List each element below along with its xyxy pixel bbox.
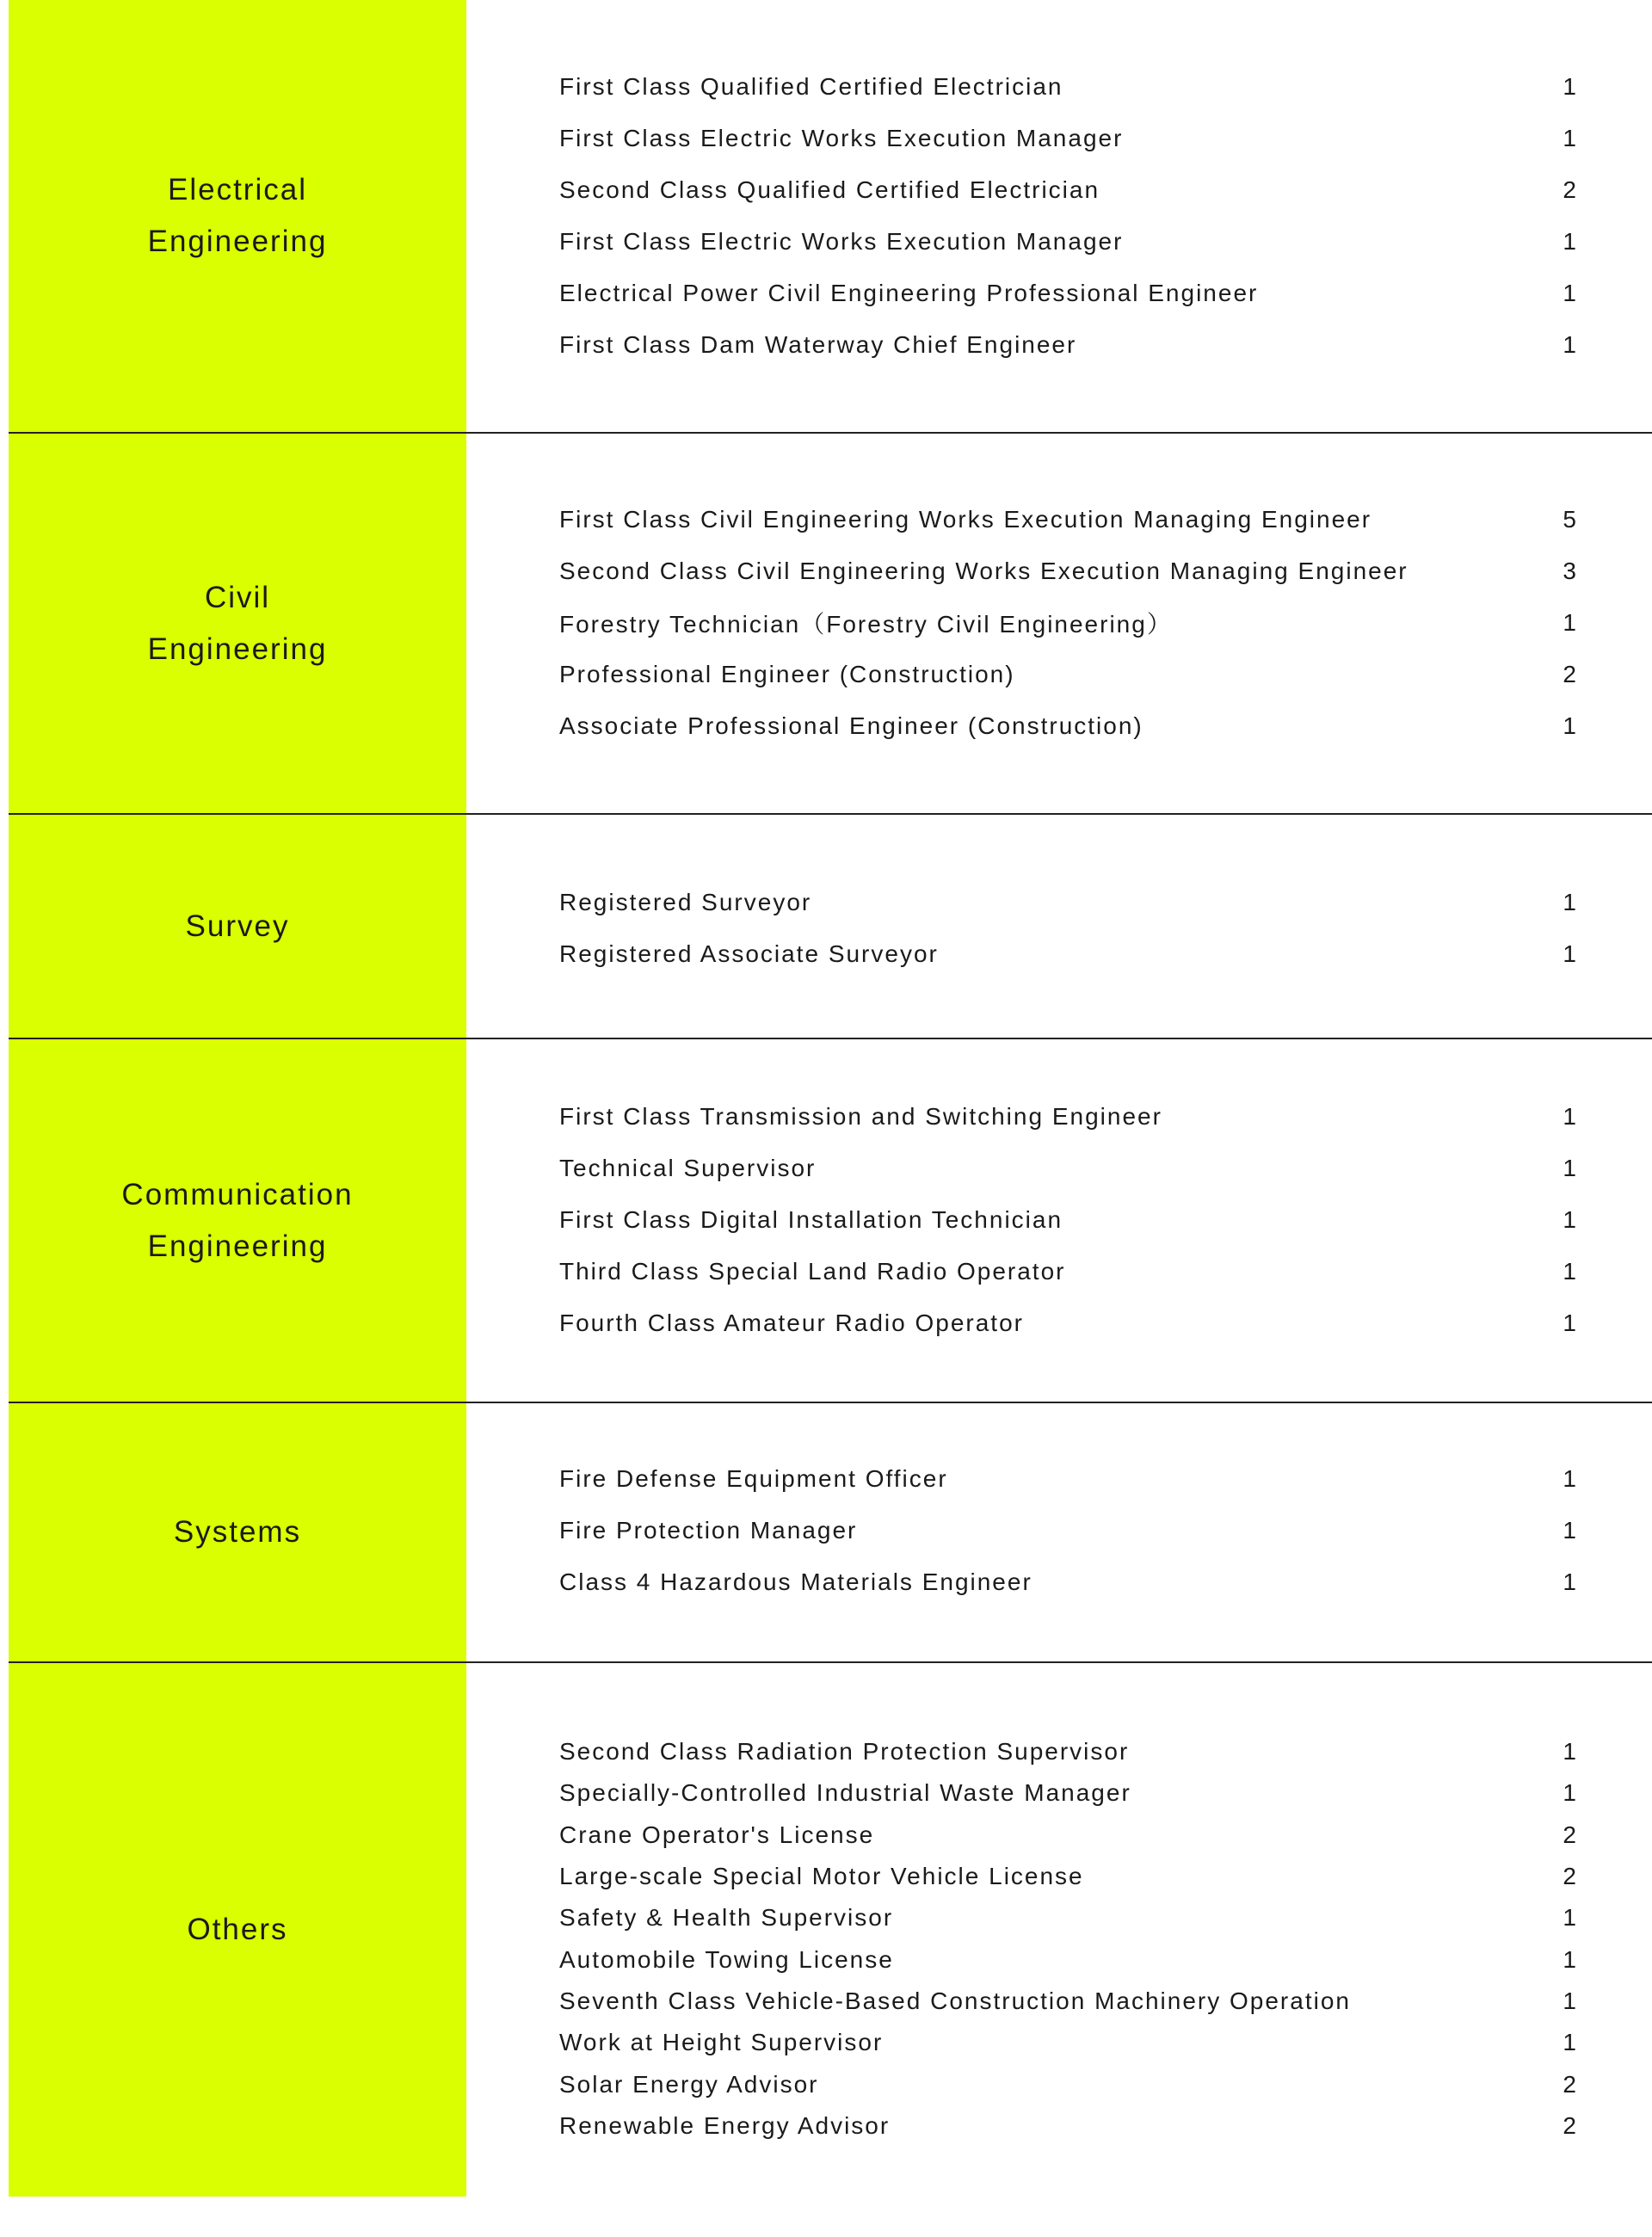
section-civil-engineering bbox=[9, 432, 1652, 813]
item-name: Seventh Class Vehicle-Based Construction Machinery Operation bbox=[559, 1987, 1351, 2014]
item-name: Third Class Special Land Radio Operator bbox=[559, 1258, 1066, 1285]
list-item bbox=[559, 1938, 1578, 1980]
item-count: 2 bbox=[1563, 176, 1578, 203]
list-item bbox=[559, 649, 1578, 700]
list-item bbox=[559, 268, 1578, 319]
item-name: Fire Protection Manager bbox=[559, 1517, 858, 1544]
item-count: 1 bbox=[1563, 712, 1578, 739]
category-cell bbox=[9, 1039, 466, 1402]
list-item bbox=[559, 1143, 1578, 1194]
item-count: 1 bbox=[1563, 1517, 1578, 1544]
list-item bbox=[559, 1856, 1578, 1897]
items-list bbox=[466, 1403, 1652, 1661]
list-item bbox=[559, 1815, 1578, 1856]
list-item bbox=[559, 700, 1578, 752]
item-count: 2 bbox=[1563, 2070, 1578, 2098]
item-count: 2 bbox=[1563, 1821, 1578, 1848]
items-list bbox=[466, 0, 1652, 432]
category-label: Survey bbox=[185, 909, 290, 943]
item-name: Safety & Health Supervisor bbox=[559, 1904, 894, 1932]
item-name: Crane Operator's License bbox=[559, 1821, 875, 1848]
item-name: Technical Supervisor bbox=[559, 1155, 817, 1181]
items-list bbox=[466, 1039, 1652, 1402]
category-label: Others bbox=[187, 1913, 288, 1946]
category-cell bbox=[9, 815, 466, 1038]
list-item bbox=[559, 877, 1578, 928]
items-list bbox=[466, 434, 1652, 813]
item-count: 2 bbox=[1563, 1863, 1578, 1890]
section-communication-engineering bbox=[9, 1038, 1652, 1402]
item-name: Work at Height Supervisor bbox=[559, 2029, 884, 2056]
item-name: Second Class Civil Engineering Works Execution Managing Engineer bbox=[559, 558, 1409, 584]
item-name: First Class Qualified Certified Electrician bbox=[559, 73, 1063, 100]
item-count: 1 bbox=[1563, 1465, 1578, 1492]
list-item bbox=[559, 216, 1578, 268]
item-count: 1 bbox=[1563, 1779, 1578, 1807]
item-count: 1 bbox=[1563, 73, 1578, 100]
category-label: Systems bbox=[173, 1515, 302, 1549]
item-name: Fire Defense Equipment Officer bbox=[559, 1465, 948, 1492]
item-count: 1 bbox=[1563, 1568, 1578, 1595]
item-count: 1 bbox=[1563, 1155, 1578, 1181]
item-name: First Class Digital Installation Technician bbox=[559, 1206, 1063, 1233]
item-count: 1 bbox=[1563, 228, 1578, 255]
item-count: 1 bbox=[1563, 331, 1578, 358]
section-systems bbox=[9, 1402, 1652, 1661]
item-name: Registered Associate Surveyor bbox=[559, 940, 939, 967]
qualifications-table bbox=[9, 0, 1652, 2197]
item-name: First Class Civil Engineering Works Execution Managing Engineer bbox=[559, 506, 1372, 533]
item-name: First Class Electric Works Execution Manager bbox=[559, 228, 1124, 255]
list-item bbox=[559, 1297, 1578, 1349]
item-name: Fourth Class Amateur Radio Operator bbox=[559, 1310, 1024, 1336]
item-name: Second Class Qualified Certified Electrician bbox=[559, 176, 1100, 203]
item-count: 1 bbox=[1563, 1987, 1578, 2014]
item-count: 1 bbox=[1563, 1103, 1578, 1130]
item-name: Renewable Energy Advisor bbox=[559, 2111, 891, 2139]
item-name: Registered Surveyor bbox=[559, 889, 812, 915]
item-count: 2 bbox=[1563, 2111, 1578, 2139]
list-item bbox=[559, 1091, 1578, 1143]
items-list bbox=[466, 1663, 1652, 2197]
list-item bbox=[559, 928, 1578, 980]
category-label: Electrical Engineering bbox=[147, 173, 328, 258]
item-name: Specially-Controlled Industrial Waste Manager bbox=[559, 1779, 1131, 1807]
item-name: First Class Transmission and Switching Engineer bbox=[559, 1103, 1162, 1130]
list-item bbox=[559, 61, 1578, 113]
item-name: Electrical Power Civil Engineering Professional Engineer bbox=[559, 280, 1259, 306]
list-item bbox=[559, 1246, 1578, 1297]
list-item bbox=[559, 1556, 1578, 1608]
category-label: Communication Engineering bbox=[121, 1177, 354, 1263]
item-count: 1 bbox=[1563, 1738, 1578, 1766]
list-item bbox=[559, 1897, 1578, 1938]
section-others bbox=[9, 1661, 1652, 2197]
item-name: Class 4 Hazardous Materials Engineer bbox=[559, 1568, 1032, 1595]
item-count: 1 bbox=[1563, 2029, 1578, 2056]
item-count: 2 bbox=[1563, 661, 1578, 687]
category-cell bbox=[9, 434, 466, 813]
category-cell bbox=[9, 0, 466, 432]
list-item bbox=[559, 494, 1578, 545]
item-name: Professional Engineer (Construction) bbox=[559, 661, 1015, 687]
item-count: 1 bbox=[1563, 125, 1578, 151]
list-item bbox=[559, 1981, 1578, 2022]
item-count: 1 bbox=[1563, 940, 1578, 967]
item-name: Associate Professional Engineer (Construction) bbox=[559, 712, 1143, 739]
item-count: 1 bbox=[1563, 1258, 1578, 1285]
list-item bbox=[559, 597, 1578, 649]
item-count: 1 bbox=[1563, 1206, 1578, 1233]
item-name: First Class Electric Works Execution Manager bbox=[559, 125, 1124, 151]
list-item bbox=[559, 1772, 1578, 1814]
list-item bbox=[559, 2105, 1578, 2147]
list-item bbox=[559, 319, 1578, 371]
item-count: 3 bbox=[1563, 558, 1578, 584]
item-count: 1 bbox=[1563, 1945, 1578, 1973]
item-name: Second Class Radiation Protection Supervisor bbox=[559, 1738, 1130, 1766]
item-count: 1 bbox=[1563, 1904, 1578, 1932]
list-item bbox=[559, 113, 1578, 164]
item-count: 1 bbox=[1563, 889, 1578, 915]
list-item bbox=[559, 164, 1578, 216]
category-cell bbox=[9, 1663, 466, 2197]
list-item bbox=[559, 545, 1578, 597]
section-survey bbox=[9, 813, 1652, 1038]
list-item bbox=[559, 1194, 1578, 1246]
item-count: 1 bbox=[1563, 280, 1578, 306]
item-count: 5 bbox=[1563, 506, 1578, 533]
item-name: First Class Dam Waterway Chief Engineer bbox=[559, 331, 1077, 358]
section-electrical-engineering bbox=[9, 0, 1652, 432]
item-name: Forestry Technician（Forestry Civil Engineering） bbox=[559, 611, 1173, 638]
list-item bbox=[559, 2063, 1578, 2105]
list-item bbox=[559, 1453, 1578, 1505]
item-name: Large-scale Special Motor Vehicle License bbox=[559, 1863, 1084, 1890]
item-count: 1 bbox=[1563, 609, 1578, 636]
list-item bbox=[559, 1731, 1578, 1772]
item-name: Solar Energy Advisor bbox=[559, 2070, 819, 2098]
items-list bbox=[466, 815, 1652, 1038]
item-count: 1 bbox=[1563, 1310, 1578, 1336]
item-name: Automobile Towing License bbox=[559, 1945, 894, 1973]
category-cell bbox=[9, 1403, 466, 1661]
list-item bbox=[559, 2022, 1578, 2063]
list-item bbox=[559, 1505, 1578, 1556]
category-label: Civil Engineering bbox=[147, 580, 328, 666]
